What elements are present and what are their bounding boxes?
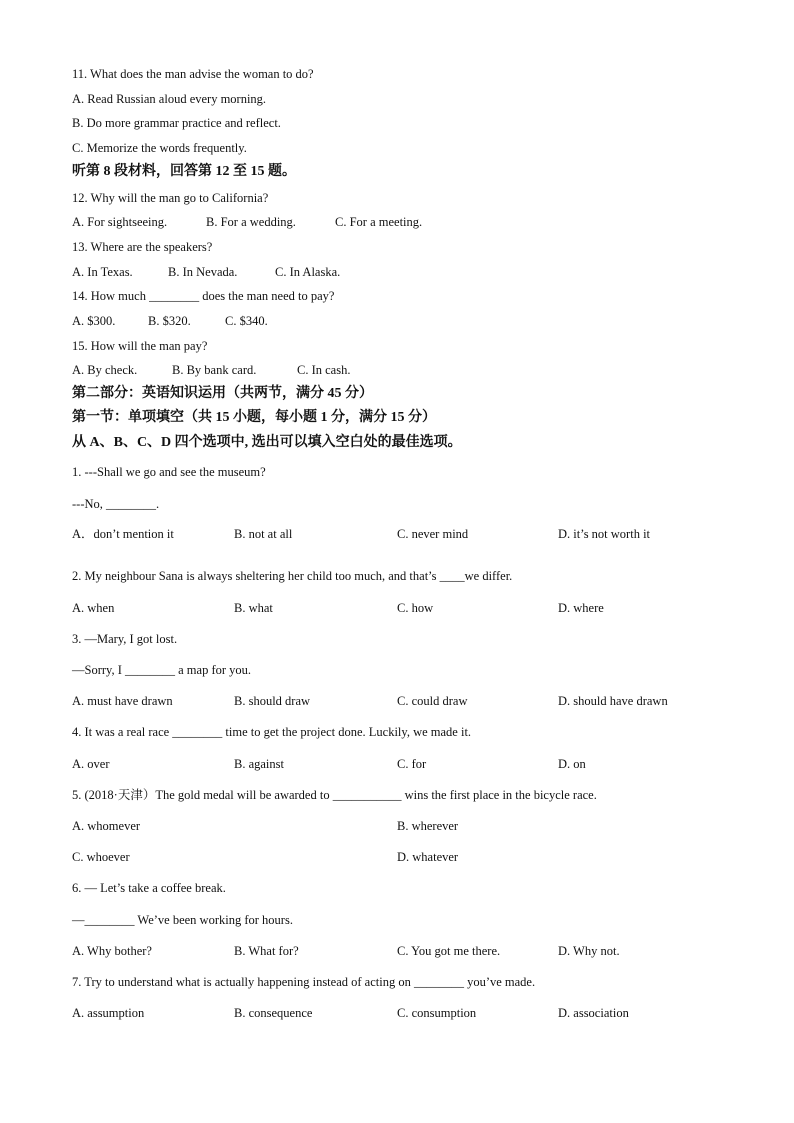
- q15-option-c: C. In cash.: [297, 363, 351, 377]
- q6-option-c: C. You got me there.: [397, 944, 501, 958]
- q14-option-a: A. $300.: [72, 314, 116, 328]
- q14-option-c: C. $340.: [225, 314, 268, 328]
- q1-option-d: D. it’s not worth it: [558, 527, 651, 541]
- q2-option-a: A. when: [72, 601, 115, 615]
- q4-option-b: B. against: [234, 757, 284, 771]
- q4-option-c: C. for: [397, 757, 427, 771]
- q12-option-b: B. For a wedding.: [206, 215, 296, 229]
- q11-option-a: A. Read Russian aloud every morning.: [72, 92, 267, 106]
- q1-option-b: B. not at all: [234, 527, 293, 541]
- q1-option-a: A．don’t mention it: [72, 527, 174, 541]
- q7-option-a: A. assumption: [72, 1006, 145, 1020]
- q7-option-b: B. consequence: [234, 1006, 313, 1020]
- q1-line1: 1. ---Shall we go and see the museum?: [72, 465, 266, 479]
- section8-heading: 听第 8 段材料，回答第 12 至 15 题。: [72, 164, 296, 179]
- q5-option-d: D. whatever: [397, 850, 459, 864]
- q6-option-a: A. Why bother?: [72, 944, 152, 958]
- q15-option-a: A. By check.: [72, 363, 138, 377]
- q6-option-b: B. What for?: [234, 944, 299, 958]
- q7-option-c: C. consumption: [397, 1006, 477, 1020]
- q2-option-b: B. what: [234, 601, 273, 615]
- q2-option-d: D. where: [558, 601, 604, 615]
- q12-question: 12. Why will the man go to California?: [72, 191, 269, 205]
- q5-line1: 5. (2018·天津）The gold medal will be awarded to ___________ wins the first place in the bicycle race.: [72, 788, 597, 802]
- q11-question: 11. What does the man advise the woman to do?: [72, 67, 314, 81]
- q7-option-d: D. association: [558, 1006, 629, 1020]
- q7-line1: 7. Try to understand what is actually happening instead of acting on ________ you’ve made.: [72, 975, 536, 989]
- q13-option-a: A. In Texas.: [72, 265, 133, 279]
- q11-option-b: B. Do more grammar practice and reflect.: [72, 116, 281, 130]
- q6-line2: —________ We’ve been working for hours.: [72, 913, 293, 927]
- q6-option-d: D. Why not.: [558, 944, 620, 958]
- part2-section1-heading: 第一节：单项填空（共 15 小题，每小题 1 分，满分 15 分）: [72, 410, 436, 425]
- q3-option-a: A. must have drawn: [72, 694, 173, 708]
- q3-option-b: B. should draw: [234, 694, 311, 708]
- q12-option-a: A. For sightseeing.: [72, 215, 168, 229]
- q13-question: 13. Where are the speakers?: [72, 240, 213, 254]
- q3-line1: 3. —Mary, I got lost.: [72, 632, 178, 646]
- q15-question: 15. How will the man pay?: [72, 339, 208, 353]
- q14-question: 14. How much ________ does the man need to pay?: [72, 289, 335, 303]
- part2-heading: 第二部分：英语知识运用（共两节，满分 45 分）: [72, 386, 373, 401]
- q4-option-a: A. over: [72, 757, 110, 771]
- q1-line2: ---No, ________.: [72, 497, 160, 511]
- q2-line1: 2. My neighbour Sana is always sheltering her child too much, and that’s ____we differ.: [72, 569, 513, 583]
- q14-option-b: B. $320.: [148, 314, 191, 328]
- q5-option-b: B. wherever: [397, 819, 459, 833]
- q13-option-b: B. In Nevada.: [168, 265, 238, 279]
- q11-option-c: C. Memorize the words frequently.: [72, 141, 247, 155]
- part2-instruction: 从 A、B、C、D 四个选项中, 选出可以填入空白处的最佳选项。: [72, 435, 462, 450]
- q3-option-d: D. should have drawn: [558, 694, 668, 708]
- q6-line1: 6. — Let’s take a coffee break.: [72, 881, 226, 895]
- q4-line1: 4. It was a real race ________ time to get the project done. Luckily, we made it.: [72, 725, 472, 739]
- q1-option-c: C. never mind: [397, 527, 469, 541]
- q3-line2: —Sorry, I ________ a map for you.: [72, 663, 252, 677]
- q15-option-b: B. By bank card.: [172, 363, 257, 377]
- q4-option-d: D. on: [558, 757, 586, 771]
- q3-option-c: C. could draw: [397, 694, 468, 708]
- q2-option-c: C. how: [397, 601, 434, 615]
- q12-option-c: C. For a meeting.: [335, 215, 423, 229]
- q5-option-c: C. whoever: [72, 850, 130, 864]
- q13-option-c: C. In Alaska.: [275, 265, 341, 279]
- q5-option-a: A. whomever: [72, 819, 141, 833]
